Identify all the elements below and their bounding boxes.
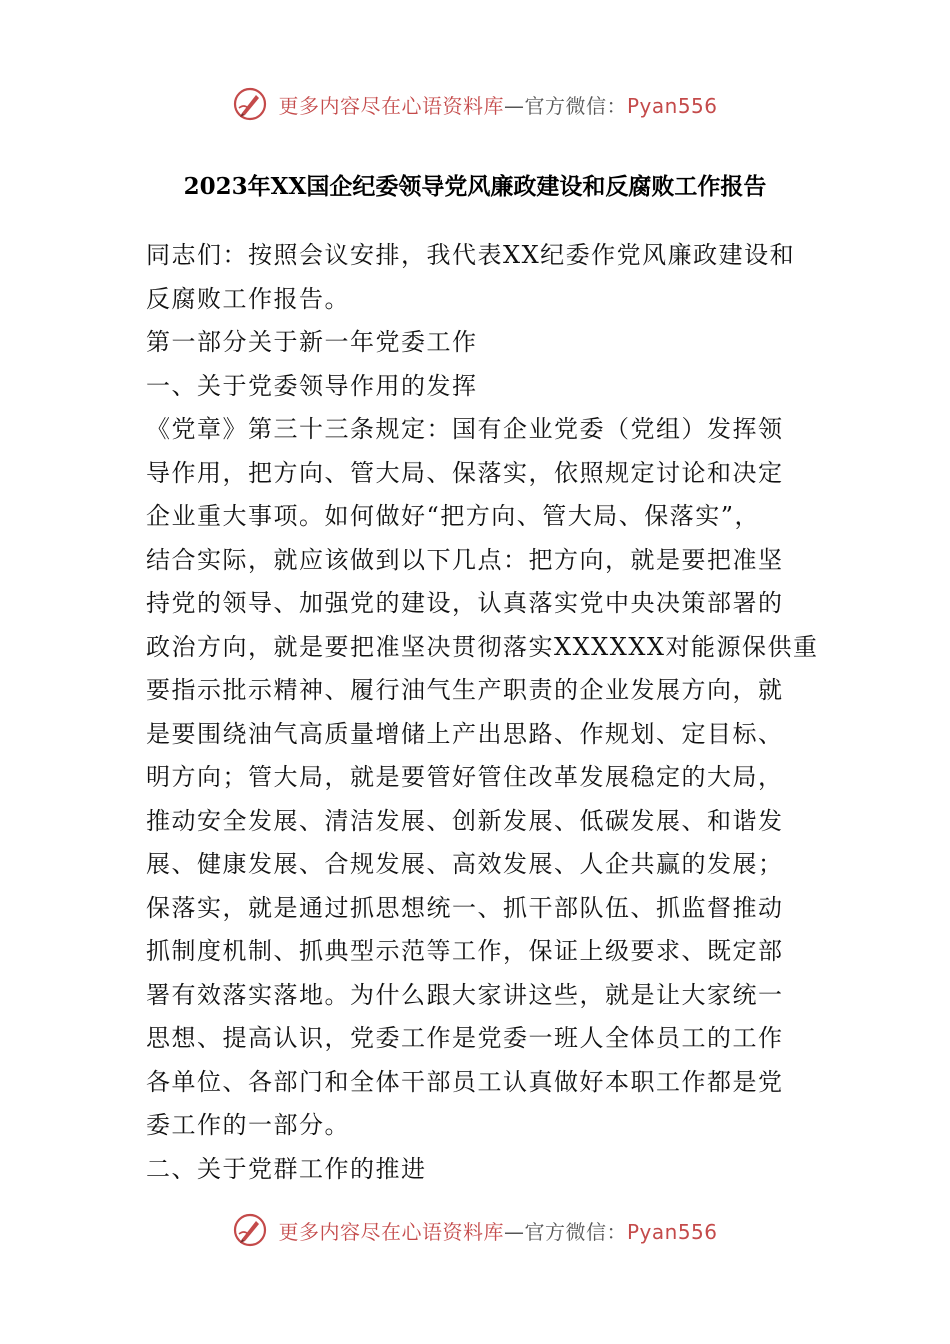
watermark-text: 更多内容尽在心语资料库—官方微信：Pyan556 [278, 93, 718, 118]
body-line: 导作用，把方向、管大局、保落实，依照规定讨论和决定 [146, 458, 784, 487]
document-body [146, 234, 819, 1191]
body-line: 委工作的一部分。 [146, 1111, 350, 1139]
body-line: 抓制度机制、抓典型示范等工作，保证上级要求、既定部 [146, 937, 784, 965]
body-line: 展、健康发展、合规发展、高效发展、人企共赢的发展； [146, 850, 784, 878]
watermark-text: 更多内容尽在心语资料库—官方微信：Pyan556 [278, 1219, 718, 1244]
watermark-banner-top [0, 82, 950, 126]
document-title: 2023年XX国企纪委领导党风廉政建设和反腐败工作报告 [183, 173, 767, 200]
body-line: 是要围绕油气高质量增储上产出思路、作规划、定目标、 [146, 719, 784, 748]
section-heading: 第一部分关于新一年党委工作 [146, 328, 478, 356]
body-line: 要指示批示精神、履行油气生产职责的企业发展方向，就 [146, 676, 784, 704]
body-line: 同志们：按照会议安排，我代表XX纪委作党风廉政建设和 [146, 241, 796, 269]
body-line: 推动安全发展、清洁发展、创新发展、低碳发展、和谐发 [146, 806, 784, 835]
pen-logo-icon [232, 1212, 268, 1248]
body-line: 保落实，就是通过抓思想统一、抓干部队伍、抓监督推动 [146, 893, 784, 922]
body-line: 《党章》第三十三条规定：国有企业党委（党组）发挥领 [146, 415, 784, 443]
subsection-heading: 一、关于党委领导作用的发挥 [146, 371, 478, 400]
pen-logo-icon [232, 86, 268, 122]
watermark-banner-bottom [0, 1208, 950, 1252]
body-line: 各单位、各部门和全体干部员工认真做好本职工作都是党 [146, 1067, 784, 1096]
body-line: 署有效落实落地。为什么跟大家讲这些，就是让大家统一 [146, 980, 784, 1009]
body-line: 反腐败工作报告。 [146, 284, 350, 313]
subsection-heading: 二、关于党群工作的推进 [146, 1154, 427, 1183]
body-line: 企业重大事项。如何做好“把方向、管大局、保落实”， [146, 502, 761, 530]
body-line: 政治方向，就是要把准坚决贯彻落实XXXXXX对能源保供重 [146, 632, 819, 661]
body-line: 持党的领导、加强党的建设，认真落实党中央决策部署的 [146, 589, 784, 617]
body-line: 明方向；管大局，就是要管好管住改革发展稳定的大局， [146, 763, 784, 791]
body-line: 结合实际，就应该做到以下几点：把方向，就是要把准坚 [146, 545, 784, 574]
body-line: 思想、提高认识，党委工作是党委一班人全体员工的工作 [146, 1024, 784, 1052]
